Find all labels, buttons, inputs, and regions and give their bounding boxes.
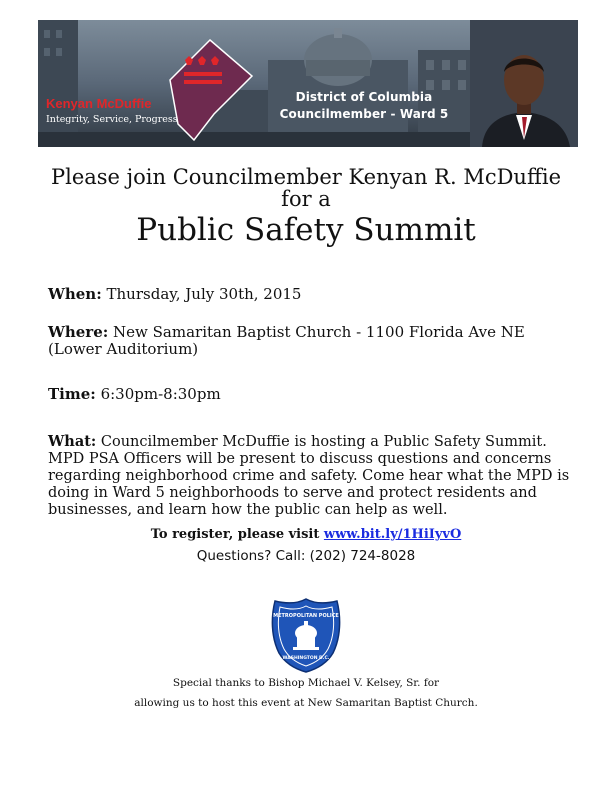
what-label: What: bbox=[48, 433, 97, 450]
where-value: New Samaritan Baptist Church - 1100 Florida Ave NE (Lower Auditorium) bbox=[48, 323, 525, 358]
banner-office: Councilmember - Ward 5 bbox=[279, 107, 449, 121]
time-label: Time: bbox=[48, 385, 96, 403]
thanks-line-2: allowing us to host this event at New Samaritan Baptist Church. bbox=[134, 697, 478, 709]
badge-top-text: METROPOLITAN POLICE bbox=[273, 613, 339, 619]
when-label: When: bbox=[48, 285, 102, 303]
brand-name: Kenyan McDuffie bbox=[46, 96, 152, 111]
where-label: Where: bbox=[48, 323, 109, 341]
what-value: Councilmember McDuffie is hosting a Public Safety Summit. MPD PSA Officers will be present to discuss questions and concerns regarding neighborhood crime and safety. Come hear what the MPD is doing in Ward 5 neighborhoods to serve and protect residents and businesses, and learn how the public can help as well. bbox=[48, 434, 570, 518]
when-section bbox=[48, 286, 578, 303]
register-line bbox=[0, 527, 612, 542]
header-banner bbox=[38, 20, 578, 147]
cityscape-background bbox=[38, 20, 578, 147]
councilmember-portrait bbox=[470, 20, 578, 147]
brand-tagline: Integrity, Service, Progress bbox=[46, 114, 178, 125]
badge-bottom-text: WASHINGTON D.C. bbox=[282, 656, 330, 661]
police-badge-logo bbox=[271, 597, 341, 673]
event-title: Public Safety Summit bbox=[136, 212, 476, 248]
where-section bbox=[48, 324, 578, 358]
banner-jurisdiction: District of Columbia bbox=[295, 90, 433, 104]
time-value: 6:30pm-8:30pm bbox=[95, 385, 221, 403]
time-section bbox=[48, 386, 578, 403]
register-text: To register, please visit bbox=[150, 527, 324, 542]
when-value: Thursday, July 30th, 2015 bbox=[101, 285, 302, 303]
questions-line: Questions? Call: (202) 724-8028 bbox=[196, 548, 416, 564]
invite-line: Please join Councilmember Kenyan R. McDuffie bbox=[50, 165, 562, 189]
register-link[interactable]: www.bit.ly/1HiIyvO bbox=[323, 527, 462, 542]
what-section bbox=[48, 433, 578, 519]
invite-connector: for a bbox=[281, 187, 331, 211]
thanks-line-1: Special thanks to Bishop Michael V. Kelsey, Sr. for bbox=[172, 677, 440, 689]
